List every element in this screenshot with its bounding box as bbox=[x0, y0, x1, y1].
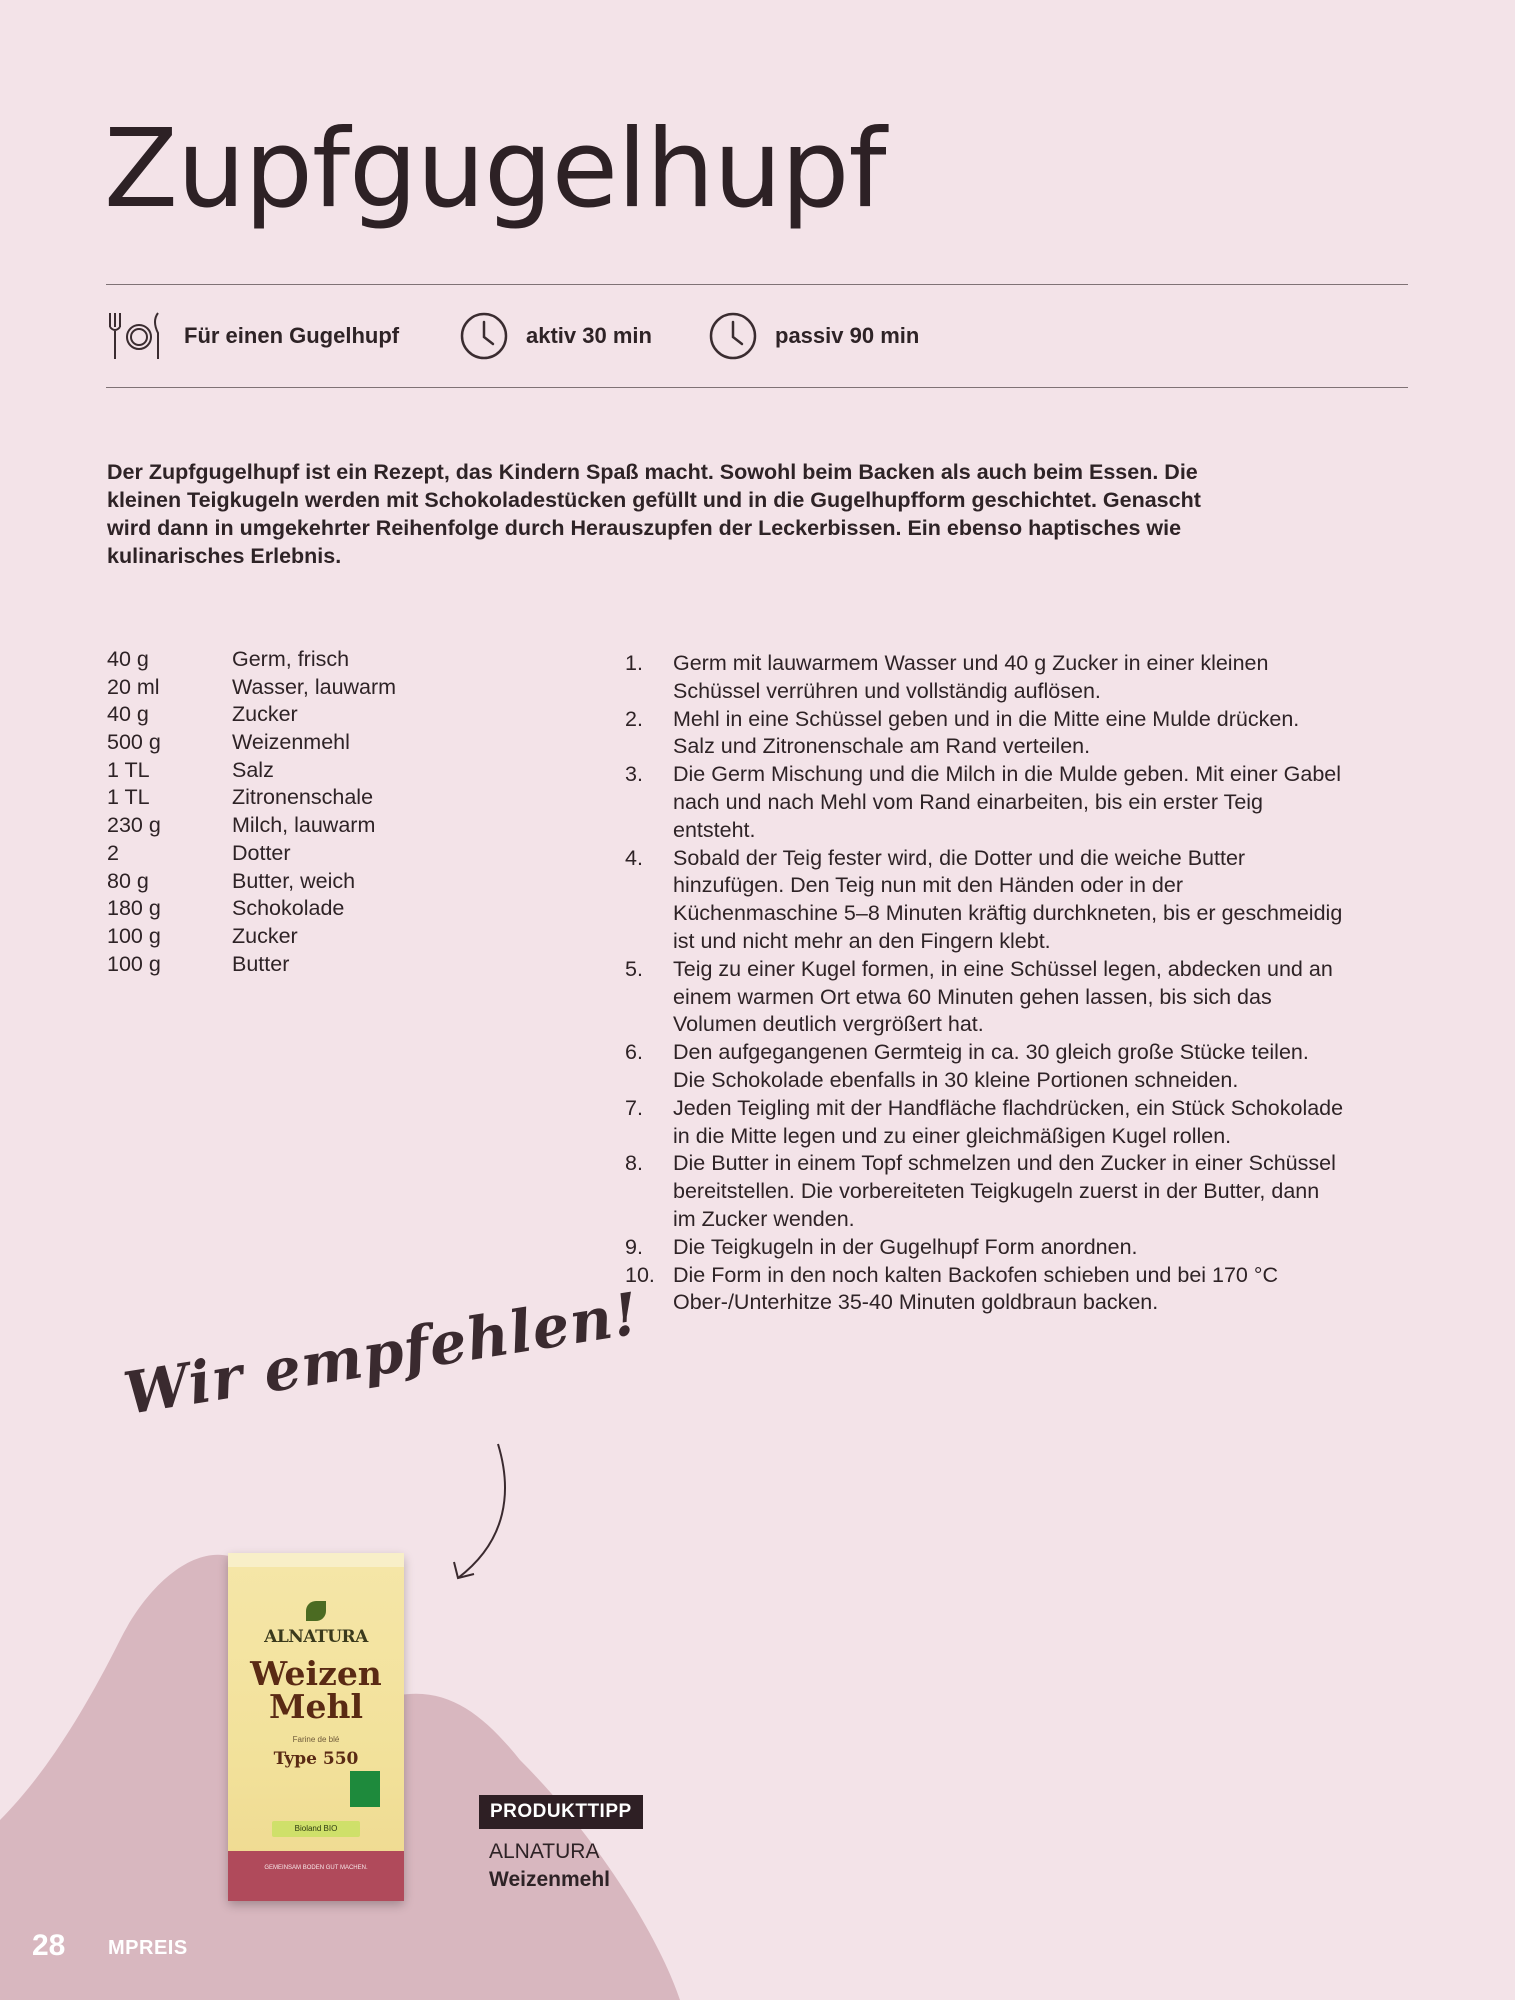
ingredient-name: Butter, weich bbox=[232, 868, 356, 893]
step-number: 7. bbox=[625, 1095, 643, 1120]
meta-active-time bbox=[460, 306, 652, 366]
ingredient-qty: 100 g bbox=[107, 951, 161, 976]
ingredient-row bbox=[107, 674, 396, 702]
step-item bbox=[625, 706, 1345, 762]
step-text: Die Form in den noch kalten Backofen schieben und bei 170 °C Ober-/Unterhitze 35-40 Minuten goldbraun backen. bbox=[673, 1262, 1278, 1315]
step-item bbox=[625, 1095, 1345, 1151]
recommend-heading: Wir empfehlen! bbox=[119, 1279, 644, 1428]
meta-servings bbox=[106, 306, 399, 366]
clock-icon bbox=[709, 312, 757, 360]
step-text: Mehl in eine Schüssel geben und in die Mitte eine Mulde drücken. Salz und Zitronenschale am Rand verteilen. bbox=[673, 706, 1300, 759]
product-image bbox=[228, 1553, 404, 1901]
ingredient-qty: 230 g bbox=[107, 813, 161, 838]
step-number: 9. bbox=[625, 1234, 643, 1259]
step-number: 2. bbox=[625, 706, 643, 731]
page-number: 28 bbox=[32, 1929, 66, 1962]
ingredient-name: Weizenmehl bbox=[232, 730, 350, 755]
step-number: 6. bbox=[625, 1040, 643, 1065]
ingredient-row bbox=[107, 840, 396, 868]
meta-passive-time bbox=[709, 306, 919, 366]
step-text: Die Butter in einem Topf schmelzen und den Zucker in einer Schüssel bereitstellen. Die vorbereiteten Teigkugeln zuerst in der Butter, dann im Zucker wenden. bbox=[673, 1151, 1336, 1231]
bio-badge: Bioland BIO bbox=[272, 1821, 360, 1837]
clock-icon bbox=[460, 312, 508, 360]
package-type: Type 550 bbox=[273, 1749, 359, 1769]
step-item bbox=[625, 761, 1345, 844]
page-title: Zupfgugelhupf bbox=[104, 107, 886, 232]
step-text: Die Teigkugeln in der Gugelhupf Form anordnen. bbox=[673, 1234, 1138, 1259]
ingredient-row bbox=[107, 729, 396, 757]
arrow-icon bbox=[440, 1440, 520, 1590]
step-number: 10. bbox=[625, 1262, 655, 1287]
ingredient-row bbox=[107, 868, 396, 896]
ingredient-qty: 20 ml bbox=[107, 674, 160, 699]
servings-text: Für einen Gugelhupf bbox=[184, 323, 400, 348]
ingredient-row bbox=[107, 951, 396, 979]
divider-bottom bbox=[106, 387, 1408, 388]
package-name-line2: Mehl bbox=[268, 1687, 364, 1726]
product-tip-label: PRODUKTTIPP bbox=[479, 1795, 643, 1829]
leaf-icon bbox=[306, 1601, 326, 1621]
ingredient-qty: 180 g bbox=[107, 896, 161, 921]
bioland-logo bbox=[350, 1771, 380, 1807]
ingredient-name: Zucker bbox=[232, 923, 298, 948]
step-number: 5. bbox=[625, 956, 643, 981]
ingredient-row bbox=[107, 646, 396, 674]
cutlery-plate-icon bbox=[106, 309, 164, 363]
ingredient-qty: 2 bbox=[107, 840, 119, 865]
ingredient-name: Salz bbox=[232, 757, 274, 782]
package-subtitle: Farine de blé bbox=[292, 1735, 340, 1744]
intro-text: Der Zupfgugelhupf ist ein Rezept, das Kindern Spaß macht. Sowohl beim Backen als auch beim Essen. Die kleinen Teigkugeln werden mit Schokoladestücken gefüllt und in die Gugelhupfform geschichtet. Genascht wird dann in umgekehrter Reihenfolge durch Herauszupfen der Leckerbissen. Ein ebenso haptisches wie kulinarisches Erlebnis. bbox=[107, 460, 1201, 568]
ingredient-qty: 1 TL bbox=[107, 757, 150, 782]
ingredient-row bbox=[107, 757, 396, 785]
step-text: Die Germ Mischung und die Milch in die Mulde geben. Mit einer Gabel nach und nach Mehl vom Rand einarbeiten, bis ein erster Teig entsteht. bbox=[673, 762, 1342, 842]
package-brand: ALNATURA bbox=[264, 1627, 368, 1647]
step-text: Teig zu einer Kugel formen, in eine Schüssel legen, abdecken und an einem warmen Ort etwa 60 Minuten gehen lassen, bis sich das Volumen deutlich vergrößert hat. bbox=[673, 956, 1333, 1037]
step-text: Den aufgegangenen Germteig in ca. 30 gleich große Stücke teilen. Die Schokolade ebenfalls in 30 kleine Portionen schneiden. bbox=[673, 1040, 1309, 1092]
ingredient-list bbox=[107, 646, 396, 978]
step-text: Germ mit lauwarmem Wasser und 40 g Zucker in einer kleinen Schüssel verrühren und vollständig auflösen. bbox=[673, 651, 1269, 703]
step-number: 8. bbox=[625, 1151, 643, 1176]
active-time-text: aktiv 30 min bbox=[526, 323, 652, 348]
ingredient-qty: 1 TL bbox=[107, 785, 150, 810]
ingredient-row bbox=[107, 895, 396, 923]
step-text: Jeden Teigling mit der Handfläche flachdrücken, ein Stück Schokolade in die Mitte legen und zu einer gleichmäßigen Kugel rollen. bbox=[673, 1095, 1344, 1148]
step-item bbox=[625, 1262, 1345, 1318]
ingredient-name: Zitronenschale bbox=[232, 785, 374, 810]
ingredient-row bbox=[107, 923, 396, 951]
divider-top bbox=[106, 284, 1408, 285]
ingredient-row bbox=[107, 812, 396, 840]
ingredient-row bbox=[107, 701, 396, 729]
ingredient-name: Butter bbox=[232, 951, 290, 976]
ingredient-qty: 500 g bbox=[107, 730, 161, 755]
ingredient-name: Milch, lauwarm bbox=[232, 813, 376, 838]
step-number: 4. bbox=[625, 845, 643, 870]
package-name-line1: Weizen bbox=[250, 1654, 382, 1693]
step-item bbox=[625, 1234, 1345, 1262]
step-item bbox=[625, 1150, 1345, 1233]
step-list bbox=[625, 650, 1345, 1317]
passive-time-text: passiv 90 min bbox=[775, 323, 920, 348]
step-item bbox=[625, 650, 1345, 706]
product-tip-name: Weizenmehl bbox=[489, 1868, 610, 1891]
step-item bbox=[625, 1039, 1345, 1095]
ingredient-name: Germ, frisch bbox=[232, 647, 350, 671]
ingredient-name: Dotter bbox=[232, 840, 291, 865]
step-number: 3. bbox=[625, 762, 643, 787]
step-item bbox=[625, 956, 1345, 1039]
step-text: Sobald der Teig fester wird, die Dotter und die weiche Butter hinzufügen. Den Teig nun mit den Händen oder in der Küchenmaschine 5–8 Minuten kräftig durchkneten, bis er geschmeidig ist und nicht mehr an den Fingern klebt. bbox=[673, 845, 1343, 953]
step-number: 1. bbox=[625, 651, 643, 675]
ingredient-name: Schokolade bbox=[232, 896, 345, 921]
ingredient-name: Wasser, lauwarm bbox=[232, 674, 397, 699]
ingredient-row bbox=[107, 784, 396, 812]
ingredient-qty: 100 g bbox=[107, 923, 161, 948]
step-item bbox=[625, 845, 1345, 956]
footer-brand-logo: MPREIS bbox=[108, 1937, 188, 1959]
product-tip-brand: ALNATURA bbox=[489, 1840, 600, 1863]
package-band: GEMEINSAM BODEN GUT MACHEN. bbox=[228, 1851, 404, 1901]
ingredient-name: Zucker bbox=[232, 702, 298, 727]
ingredient-qty: 40 g bbox=[107, 702, 149, 727]
package-top bbox=[228, 1553, 404, 1567]
ingredient-qty: 40 g bbox=[107, 647, 149, 671]
ingredient-qty: 80 g bbox=[107, 868, 149, 893]
